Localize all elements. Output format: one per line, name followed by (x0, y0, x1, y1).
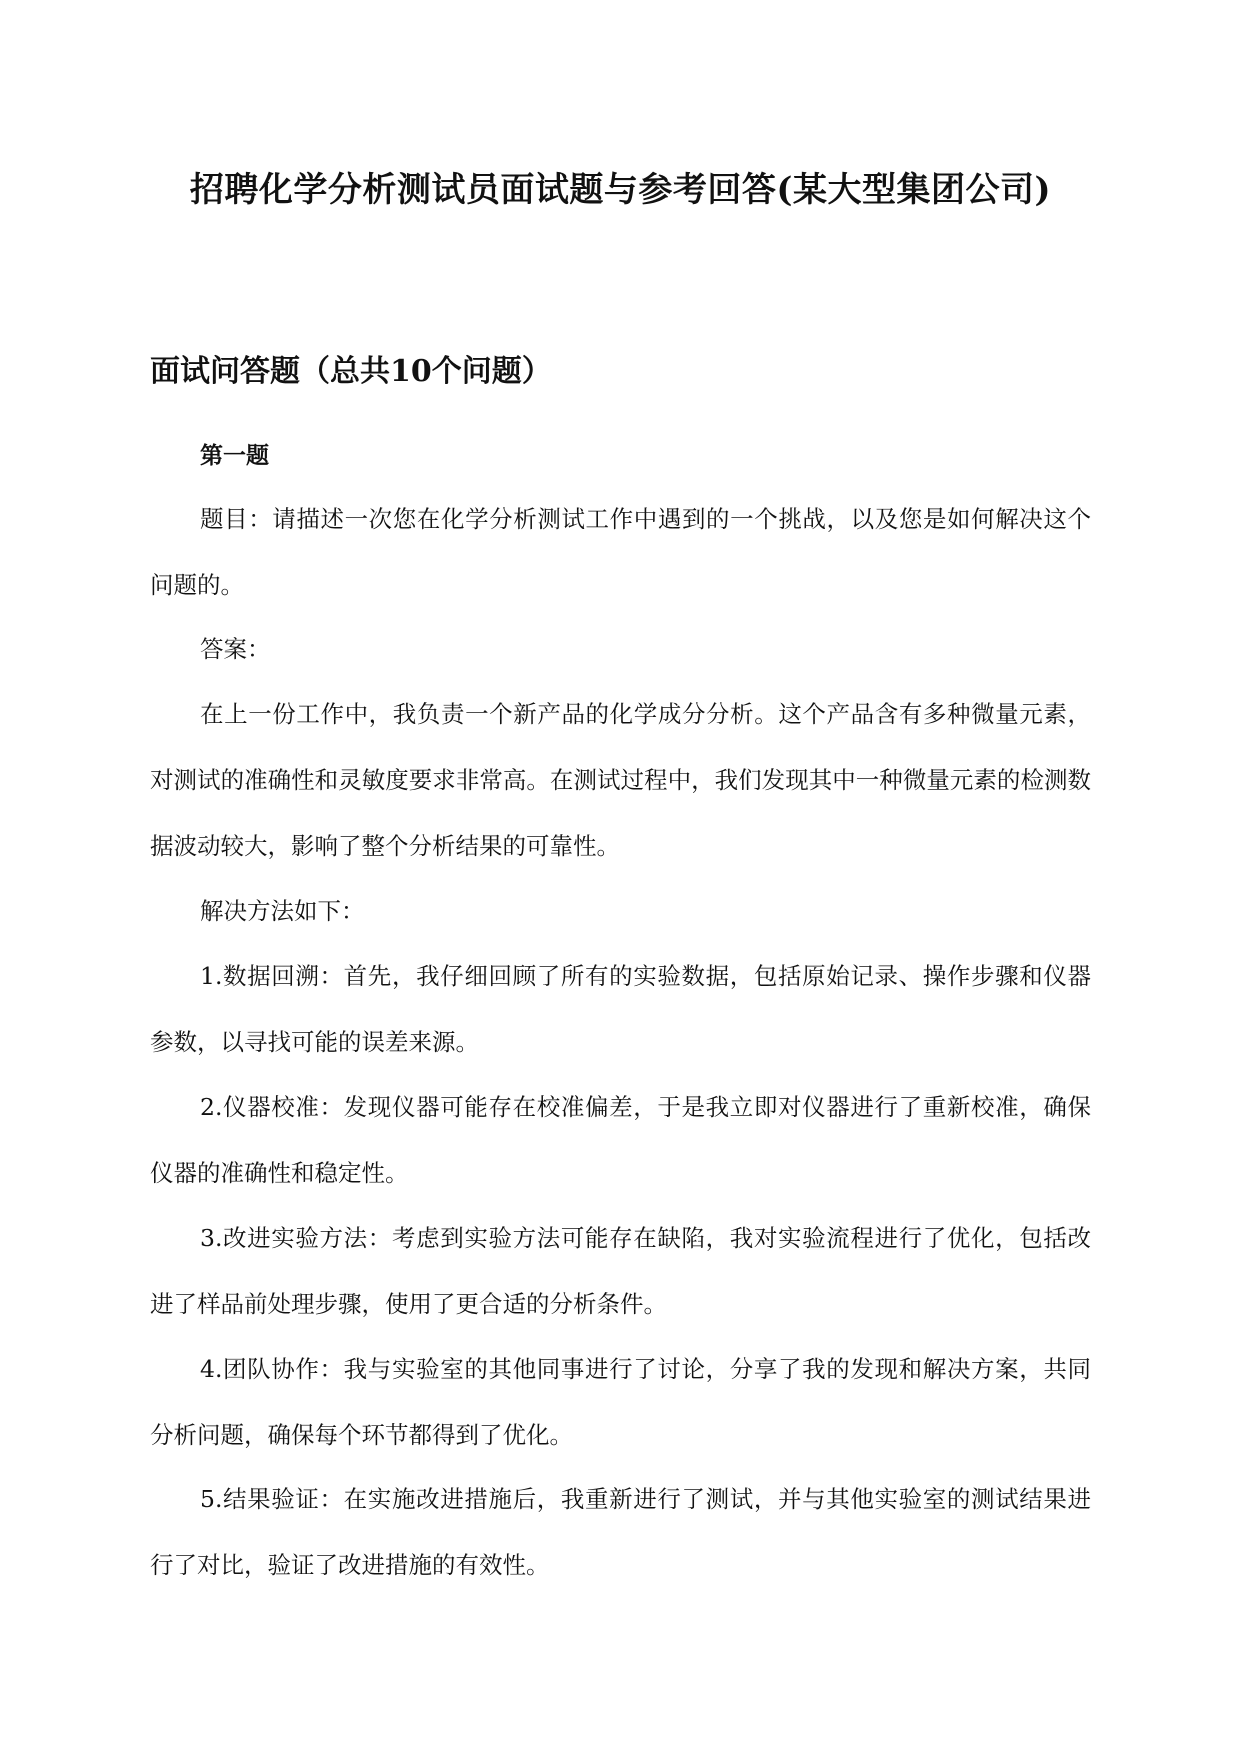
answer-label: 答案： (200, 635, 271, 663)
step-item: 3.改进实验方法：考虑到实验方法可能存在缺陷，我对实验流程进行了优化，包括改进了样品前处理步骤，使用了更合适的分析条件。 (150, 1224, 1091, 1318)
document-title: 招聘化学分析测试员面试题与参考回答(某大型集团公司) (189, 170, 1052, 210)
method-intro: 解决方法如下： (200, 897, 365, 925)
step-item: 4.团队协作：我与实验室的其他同事进行了讨论，分享了我的发现和解决方案，共同分析问题，确保每个环节都得到了优化。 (150, 1355, 1091, 1449)
question-text: 题目：请描述一次您在化学分析测试工作中遇到的一个挑战，以及您是如何解决这个问题的。 (150, 505, 1091, 599)
question-heading: 第一题 (200, 442, 269, 469)
step-item: 5.结果验证：在实施改进措施后，我重新进行了测试，并与其他实验室的测试结果进行了对比，验证了改进措施的有效性。 (150, 1485, 1091, 1579)
section-heading: 面试问答题（总共10个问题） (150, 354, 552, 389)
step-item: 2.仪器校准：发现仪器可能存在校准偏差，于是我立即对仪器进行了重新校准，确保仪器的准确性和稳定性。 (150, 1093, 1091, 1187)
answer-text: 在上一份工作中，我负责一个新产品的化学成分分析。这个产品含有多种微量元素，对测试的准确性和灵敏度要求非常高。在测试过程中，我们发现其中一种微量元素的检测数据波动较大，影响了整个分析结果的可靠性。 (150, 700, 1091, 860)
step-item: 1.数据回溯：首先，我仔细回顾了所有的实验数据，包括原始记录、操作步骤和仪器参数，以寻找可能的误差来源。 (150, 962, 1091, 1056)
